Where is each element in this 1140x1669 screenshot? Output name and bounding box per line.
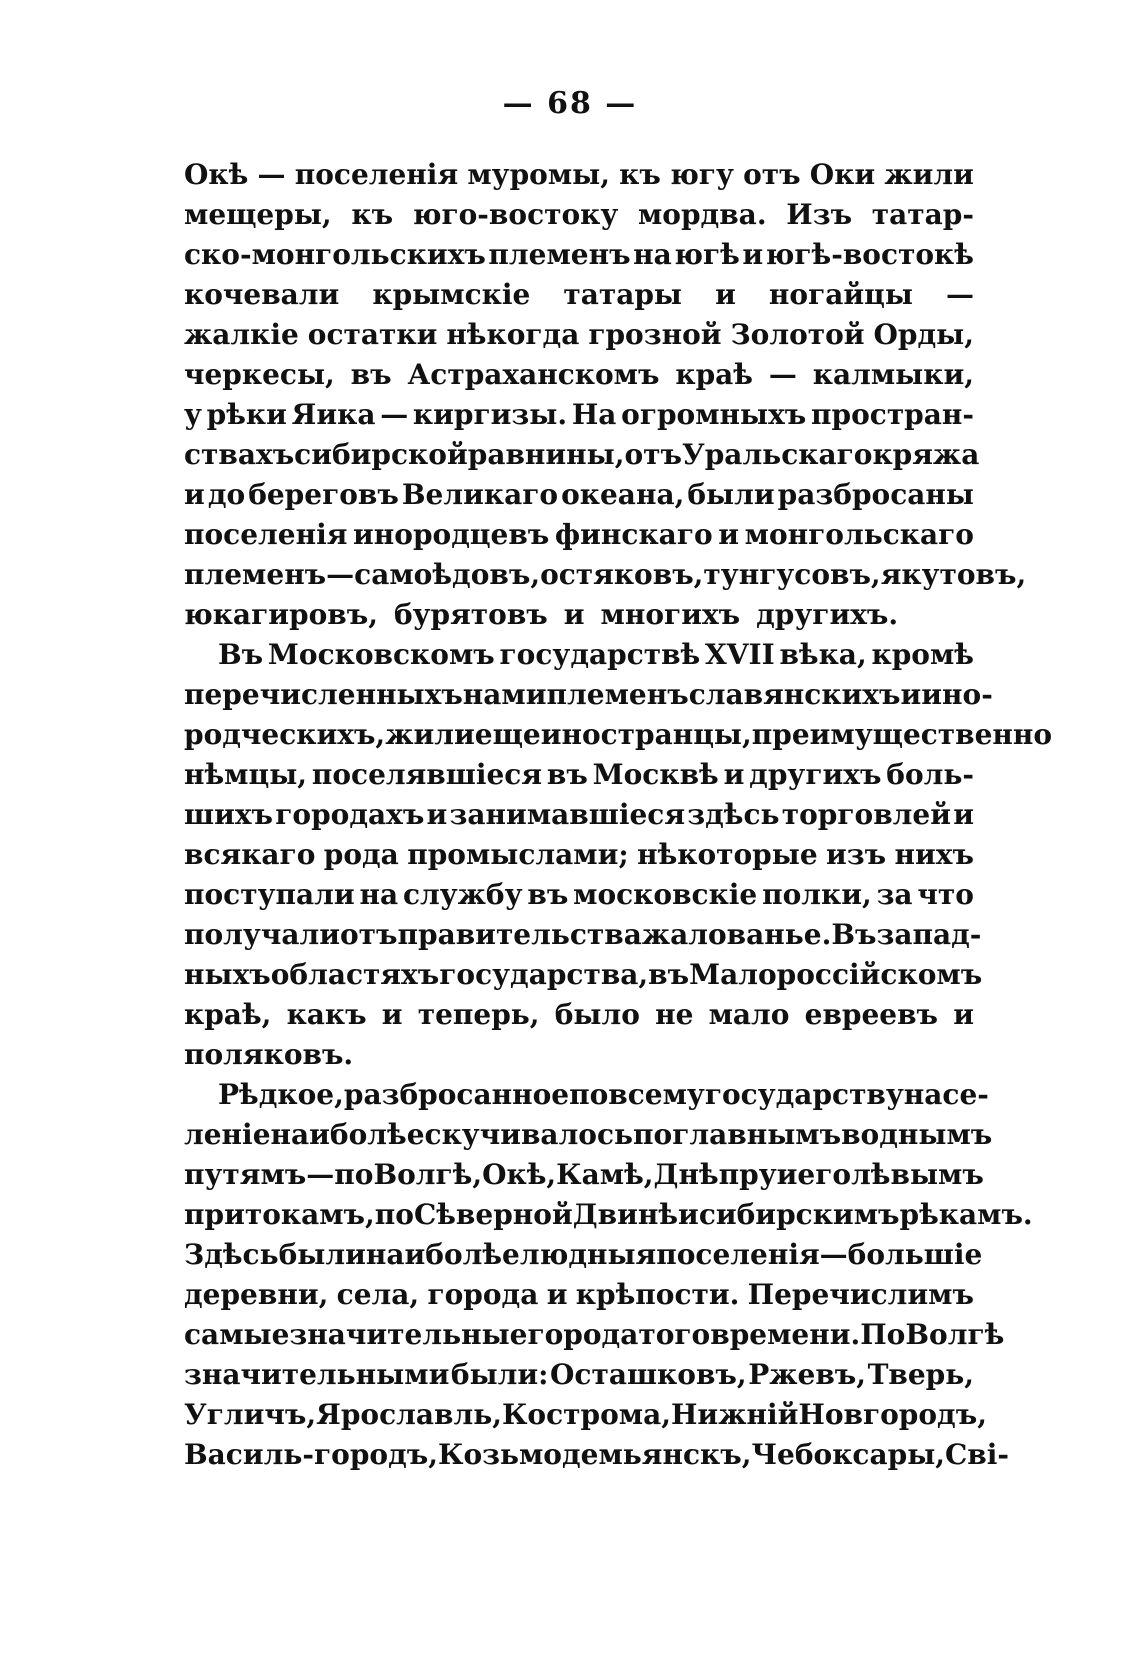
- text-line: племенъ — самоѣдовъ, остяковъ, тунгусовъ, якутовъ,: [184, 558, 1027, 591]
- text-line: леніе наиболѣе скучивалось по главнымъ воднымъ: [184, 1118, 993, 1151]
- text-line: поселенія инородцевъ финскаго и монгольскаго: [184, 518, 974, 551]
- text-line: и до береговъ Великаго океана, были разбросаны: [184, 478, 974, 511]
- text-line: значительными были: Осташковъ, Ржевъ, Тверь,: [184, 1358, 974, 1391]
- body-text: [184, 155, 1053, 1475]
- text-line: Рѣдкое, разбросанное по всему государству насе-: [218, 1078, 989, 1111]
- text-line: черкесы, въ Астраханскомъ краѣ — калмыки,: [184, 358, 974, 391]
- text-line: Въ Московскомъ государствѣ XVII вѣка, кромѣ: [218, 638, 974, 671]
- text-line: кочевали крымскіе татары и ногайцы —: [184, 278, 974, 311]
- text-line: ныхъ областяхъ государства, въ Малороссійскомъ: [184, 958, 983, 991]
- text-line: перечисленныхъ нами племенъ славянскихъ и ино-: [184, 678, 993, 711]
- text-line: самые значительные города того времени. По Волгѣ: [184, 1318, 1005, 1351]
- text-line: путямъ — по Волгѣ, Окѣ, Камѣ, Днѣпру и его лѣвымъ: [184, 1158, 984, 1191]
- text-line: Здѣсь были наиболѣе людныя поселенія — большіе: [184, 1238, 983, 1271]
- text-line: шихъ городахъ и занимавшіеся здѣсь торговлей и: [184, 798, 974, 831]
- text-line: жалкіе остатки нѣкогда грозной Золотой Орды,: [184, 318, 974, 351]
- text-line: юкагировъ, бурятовъ и многихъ другихъ.: [184, 598, 899, 631]
- page-number: — 68 —: [502, 86, 638, 121]
- text-line: нѣмцы, поселявшіеся въ Москвѣ и другихъ боль-: [184, 758, 974, 791]
- text-line: родческихъ, жили еще иностранцы, преимущественно: [184, 718, 1053, 751]
- text-line: получали отъ правительства жалованье. Въ запад-: [184, 918, 982, 951]
- text-line: всякаго рода промыслами; нѣкоторые изъ нихъ: [184, 838, 974, 871]
- text-line: у рѣки Яика — киргизы. На огромныхъ простран-: [184, 398, 974, 431]
- text-line: краѣ, какъ и теперь, было не мало евреевъ и: [184, 998, 974, 1031]
- text-line: деревни, села, города и крѣпости. Перечислимъ: [184, 1278, 974, 1311]
- text-line: поляковъ.: [184, 1038, 354, 1071]
- text-line: ствахъ сибирской равнины, отъ Уральскаго кряжа: [184, 438, 980, 471]
- text-line: Угличъ, Ярославль, Кострома, Нижній Новгородъ,: [184, 1398, 987, 1431]
- text-line: Василь-городъ, Козьмодемьянскъ, Чебоксары, Сві-: [184, 1438, 1010, 1471]
- text-line: ско-монгольскихъ племенъ на югѣ и югѣ-востокѣ: [184, 238, 974, 271]
- text-line: поступали на службу въ московскіе полки, за что: [184, 878, 974, 911]
- text-line: Окѣ — поселенія муромы, къ югу отъ Оки жили: [184, 158, 974, 191]
- text-line: притокамъ, по Сѣверной Двинѣ и сибирскимъ рѣкамъ.: [184, 1198, 1033, 1231]
- text-line: мещеры, къ юго-востоку мордва. Изъ татар-: [184, 198, 974, 231]
